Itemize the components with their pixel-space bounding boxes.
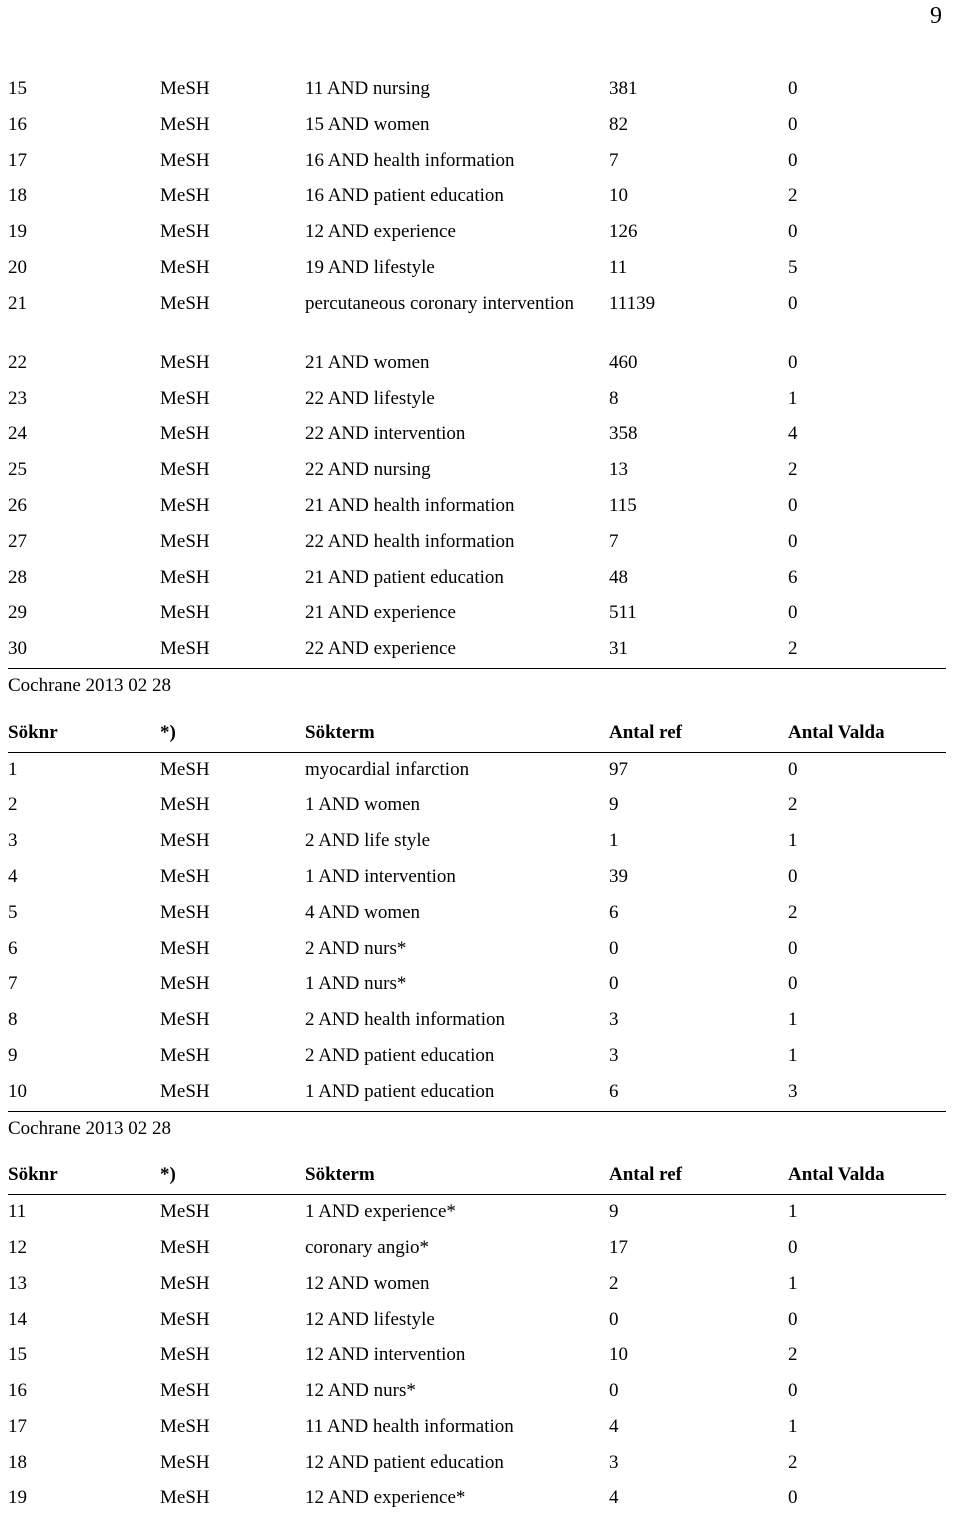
selected-count-cell: 0 — [788, 351, 798, 373]
selected-count-cell: 0 — [788, 292, 798, 314]
reference-count-cell: 31 — [609, 638, 628, 660]
selected-count-cell: 1 — [788, 1044, 798, 1066]
reference-count-cell: 511 — [609, 602, 637, 624]
column-header: *) — [160, 721, 176, 743]
search-term-cell: 1 AND women — [305, 794, 421, 816]
search-number-cell: 5 — [8, 901, 18, 923]
search-type-cell: MeSH — [160, 794, 210, 816]
search-type-cell: MeSH — [160, 221, 210, 243]
search-type-cell: MeSH — [160, 1080, 210, 1102]
search-term-cell: 19 AND lifestyle — [305, 256, 435, 278]
search-number-cell: 16 — [8, 113, 27, 135]
table-row — [8, 1195, 946, 1231]
reference-count-cell: 9 — [609, 794, 619, 816]
search-term-cell: 22 AND nursing — [305, 459, 431, 481]
reference-count-cell: 0 — [609, 973, 619, 995]
column-header: Sökterm — [305, 721, 375, 743]
reference-count-cell: 7 — [609, 149, 619, 171]
search-number-cell: 21 — [8, 292, 27, 314]
table-row — [8, 1075, 946, 1111]
search-number-cell: 2 — [8, 794, 18, 816]
search-type-cell: MeSH — [160, 1044, 210, 1066]
table-row — [8, 561, 946, 597]
reference-count-cell: 13 — [609, 459, 628, 481]
table-row — [8, 596, 946, 632]
search-term-cell: 1 AND intervention — [305, 865, 456, 887]
table-header-row — [8, 1158, 946, 1194]
table-header-row — [8, 716, 946, 752]
search-type-cell: MeSH — [160, 256, 210, 278]
selected-count-cell: 1 — [788, 1201, 798, 1223]
search-number-cell: 19 — [8, 1487, 27, 1509]
reference-count-cell: 6 — [609, 901, 619, 923]
search-number-cell: 15 — [8, 1344, 27, 1366]
search-type-cell: MeSH — [160, 1236, 210, 1258]
table-row — [8, 1481, 946, 1517]
search-type-cell: MeSH — [160, 292, 210, 314]
search-number-cell: 23 — [8, 387, 27, 409]
search-type-cell: MeSH — [160, 113, 210, 135]
search-type-cell: MeSH — [160, 638, 210, 660]
selected-count-cell: 2 — [788, 794, 798, 816]
search-term-cell: 1 AND nurs* — [305, 973, 407, 995]
search-term-cell: 16 AND health information — [305, 149, 515, 171]
table-row — [8, 1267, 946, 1303]
search-type-cell: MeSH — [160, 351, 210, 373]
table-row — [8, 179, 946, 215]
search-type-cell: MeSH — [160, 830, 210, 852]
reference-count-cell: 115 — [609, 494, 637, 516]
reference-count-cell: 1 — [609, 830, 619, 852]
table-row — [8, 1446, 946, 1482]
search-type-cell: MeSH — [160, 758, 210, 780]
search-term-cell: 1 AND experience* — [305, 1201, 456, 1223]
search-type-cell: MeSH — [160, 937, 210, 959]
reference-count-cell: 3 — [609, 1044, 619, 1066]
search-number-cell: 26 — [8, 494, 27, 516]
search-type-cell: MeSH — [160, 149, 210, 171]
search-number-cell: 29 — [8, 602, 27, 624]
reference-count-cell: 126 — [609, 221, 638, 243]
table-row — [8, 72, 946, 108]
table-row — [8, 287, 946, 346]
table-row — [8, 346, 946, 382]
search-type-cell: MeSH — [160, 1487, 210, 1509]
selected-count-cell: 0 — [788, 937, 798, 959]
search-number-cell: 25 — [8, 459, 27, 481]
search-term-cell: 12 AND women — [305, 1272, 430, 1294]
search-type-cell: MeSH — [160, 1415, 210, 1437]
search-term-cell: 12 AND experience — [305, 221, 456, 243]
column-header: Antal Valda — [788, 721, 885, 743]
table-row — [8, 251, 946, 287]
search-number-cell: 30 — [8, 638, 27, 660]
search-number-cell: 27 — [8, 530, 27, 552]
selected-count-cell: 6 — [788, 566, 798, 588]
search-number-cell: 22 — [8, 351, 27, 373]
reference-count-cell: 460 — [609, 351, 638, 373]
selected-count-cell: 2 — [788, 638, 798, 660]
reference-count-cell: 2 — [609, 1272, 619, 1294]
column-header: Söknr — [8, 1164, 58, 1186]
table-row — [8, 144, 946, 180]
selected-count-cell: 0 — [788, 1487, 798, 1509]
reference-count-cell: 0 — [609, 937, 619, 959]
table-row — [8, 382, 946, 418]
search-term-cell: 22 AND intervention — [305, 423, 466, 445]
reference-count-cell: 9 — [609, 1201, 619, 1223]
search-term-cell: 12 AND nurs* — [305, 1380, 416, 1402]
reference-count-cell: 381 — [609, 78, 638, 99]
reference-count-cell: 3 — [609, 1451, 619, 1473]
selected-count-cell: 0 — [788, 973, 798, 995]
search-type-cell: MeSH — [160, 78, 210, 99]
selected-count-cell: 2 — [788, 1344, 798, 1366]
search-type-cell: MeSH — [160, 1380, 210, 1402]
selected-count-cell: 0 — [788, 758, 798, 780]
reference-count-cell: 0 — [609, 1380, 619, 1402]
search-term-cell: 21 AND health information — [305, 494, 515, 516]
selected-count-cell: 2 — [788, 1451, 798, 1473]
search-type-cell: MeSH — [160, 459, 210, 481]
selected-count-cell: 1 — [788, 1272, 798, 1294]
search-term-cell: 4 AND women — [305, 901, 421, 923]
reference-count-cell: 4 — [609, 1487, 619, 1509]
search-number-cell: 11 — [8, 1201, 27, 1223]
search-term-cell: 2 AND life style — [305, 830, 431, 852]
search-term-cell: 21 AND patient education — [305, 566, 504, 588]
search-term-cell: 11 AND nursing — [305, 78, 430, 99]
search-term-cell: 2 AND nurs* — [305, 937, 407, 959]
table-title: Cochrane 2013 02 28 — [8, 674, 172, 696]
search-number-cell: 16 — [8, 1380, 27, 1402]
table-row — [8, 1039, 946, 1075]
table-row — [8, 525, 946, 561]
search-number-cell: 8 — [8, 1009, 18, 1031]
search-type-cell: MeSH — [160, 1308, 210, 1330]
search-number-cell: 17 — [8, 1415, 27, 1437]
search-term-cell: 22 AND health information — [305, 530, 515, 552]
reference-count-cell: 4 — [609, 1415, 619, 1437]
selected-count-cell: 0 — [788, 865, 798, 887]
search-term-cell: 12 AND intervention — [305, 1344, 466, 1366]
search-term-cell: percutaneous coronary intervention — [305, 292, 575, 314]
search-type-cell: MeSH — [160, 1201, 210, 1223]
search-type-cell: MeSH — [160, 1344, 210, 1366]
reference-count-cell: 358 — [609, 423, 638, 445]
search-term-cell: 11 AND health information — [305, 1415, 514, 1437]
search-number-cell: 6 — [8, 937, 18, 959]
column-header: Antal Valda — [788, 1164, 885, 1186]
search-term-cell: 22 AND lifestyle — [305, 387, 435, 409]
search-table-cochrane-2 — [8, 1158, 946, 1517]
search-number-cell: 12 — [8, 1236, 27, 1258]
reference-count-cell: 82 — [609, 113, 628, 135]
table-row — [8, 1338, 946, 1374]
reference-count-cell: 0 — [609, 1308, 619, 1330]
reference-count-cell: 3 — [609, 1009, 619, 1031]
table-row — [8, 1410, 946, 1446]
table-row — [8, 896, 946, 932]
search-term-cell: coronary angio* — [305, 1236, 429, 1258]
search-type-cell: MeSH — [160, 602, 210, 624]
table-row — [8, 824, 946, 860]
selected-count-cell: 5 — [788, 256, 798, 278]
search-number-cell: 7 — [8, 973, 18, 995]
search-number-cell: 20 — [8, 256, 27, 278]
search-table-cochrane-1 — [8, 716, 946, 1111]
search-term-cell: 12 AND patient education — [305, 1451, 504, 1473]
column-header: Sökterm — [305, 1164, 375, 1186]
search-type-cell: MeSH — [160, 530, 210, 552]
table-row — [8, 1231, 946, 1267]
search-number-cell: 19 — [8, 221, 27, 243]
search-number-cell: 18 — [8, 1451, 27, 1473]
selected-count-cell: 0 — [788, 113, 798, 135]
search-type-cell: MeSH — [160, 1272, 210, 1294]
selected-count-cell: 0 — [788, 78, 798, 99]
search-term-cell: 21 AND women — [305, 351, 430, 373]
search-number-cell: 4 — [8, 865, 18, 887]
reference-count-cell: 11139 — [609, 292, 656, 314]
reference-count-cell: 6 — [609, 1080, 619, 1102]
selected-count-cell: 1 — [788, 1009, 798, 1031]
table-row — [8, 932, 946, 968]
selected-count-cell: 1 — [788, 1415, 798, 1437]
table-row — [8, 860, 946, 896]
table-row — [8, 753, 946, 789]
selected-count-cell: 0 — [788, 1236, 798, 1258]
selected-count-cell: 0 — [788, 1308, 798, 1330]
search-number-cell: 1 — [8, 758, 18, 780]
reference-count-cell: 17 — [609, 1236, 628, 1258]
search-type-cell: MeSH — [160, 387, 210, 409]
table-row — [8, 632, 946, 668]
search-type-cell: MeSH — [160, 1009, 210, 1031]
reference-count-cell: 7 — [609, 530, 619, 552]
search-type-cell: MeSH — [160, 185, 210, 207]
table-row — [8, 788, 946, 824]
table-row — [8, 489, 946, 525]
search-term-cell: myocardial infarction — [305, 758, 470, 780]
table-row — [8, 1374, 946, 1410]
column-header: *) — [160, 1164, 176, 1186]
selected-count-cell: 2 — [788, 459, 798, 481]
selected-count-cell: 4 — [788, 423, 798, 445]
table-title: Cochrane 2013 02 28 — [8, 1117, 172, 1139]
search-type-cell: MeSH — [160, 494, 210, 516]
selected-count-cell: 2 — [788, 185, 798, 207]
search-term-cell: 1 AND patient education — [305, 1080, 495, 1102]
search-number-cell: 17 — [8, 149, 27, 171]
search-term-cell: 2 AND health information — [305, 1009, 505, 1031]
search-type-cell: MeSH — [160, 1451, 210, 1473]
selected-count-cell: 0 — [788, 149, 798, 171]
search-term-cell: 21 AND experience — [305, 602, 456, 624]
search-term-cell: 22 AND experience — [305, 638, 456, 660]
search-term-cell: 2 AND patient education — [305, 1044, 495, 1066]
reference-count-cell: 48 — [609, 566, 628, 588]
search-number-cell: 15 — [8, 78, 27, 99]
table-row — [8, 967, 946, 1003]
reference-count-cell: 10 — [609, 185, 628, 207]
search-type-cell: MeSH — [160, 901, 210, 923]
reference-count-cell: 97 — [609, 758, 628, 780]
search-type-cell: MeSH — [160, 566, 210, 588]
selected-count-cell: 0 — [788, 221, 798, 243]
selected-count-cell: 0 — [788, 1380, 798, 1402]
search-table-continued — [8, 72, 946, 668]
search-type-cell: MeSH — [160, 865, 210, 887]
table-row — [8, 1003, 946, 1039]
column-header: Söknr — [8, 721, 58, 743]
search-term-cell: 12 AND lifestyle — [305, 1308, 435, 1330]
search-term-cell: 16 AND patient education — [305, 185, 504, 207]
selected-count-cell: 2 — [788, 901, 798, 923]
reference-count-cell: 11 — [609, 256, 628, 278]
table-row — [8, 453, 946, 489]
search-number-cell: 13 — [8, 1272, 27, 1294]
table-row — [8, 108, 946, 144]
search-number-cell: 9 — [8, 1044, 18, 1066]
selected-count-cell: 0 — [788, 494, 798, 516]
table-row — [8, 417, 946, 453]
search-number-cell: 3 — [8, 830, 18, 852]
selected-count-cell: 1 — [788, 387, 798, 409]
search-term-cell: 12 AND experience* — [305, 1487, 466, 1509]
search-number-cell: 10 — [8, 1080, 27, 1102]
search-number-cell: 24 — [8, 423, 27, 445]
search-type-cell: MeSH — [160, 423, 210, 445]
search-log-document — [8, 72, 946, 1517]
table-row — [8, 215, 946, 251]
selected-count-cell: 3 — [788, 1080, 798, 1102]
reference-count-cell: 8 — [609, 387, 619, 409]
search-number-cell: 14 — [8, 1308, 27, 1330]
column-header: Antal ref — [609, 721, 682, 743]
search-number-cell: 18 — [8, 185, 27, 207]
reference-count-cell: 10 — [609, 1344, 628, 1366]
search-number-cell: 28 — [8, 566, 27, 588]
page-number: 9 — [930, 3, 942, 29]
selected-count-cell: 0 — [788, 602, 798, 624]
selected-count-cell: 0 — [788, 530, 798, 552]
selected-count-cell: 1 — [788, 830, 798, 852]
table-row — [8, 1303, 946, 1339]
search-term-cell: 15 AND women — [305, 113, 430, 135]
search-type-cell: MeSH — [160, 973, 210, 995]
column-header: Antal ref — [609, 1164, 682, 1186]
reference-count-cell: 39 — [609, 865, 628, 887]
